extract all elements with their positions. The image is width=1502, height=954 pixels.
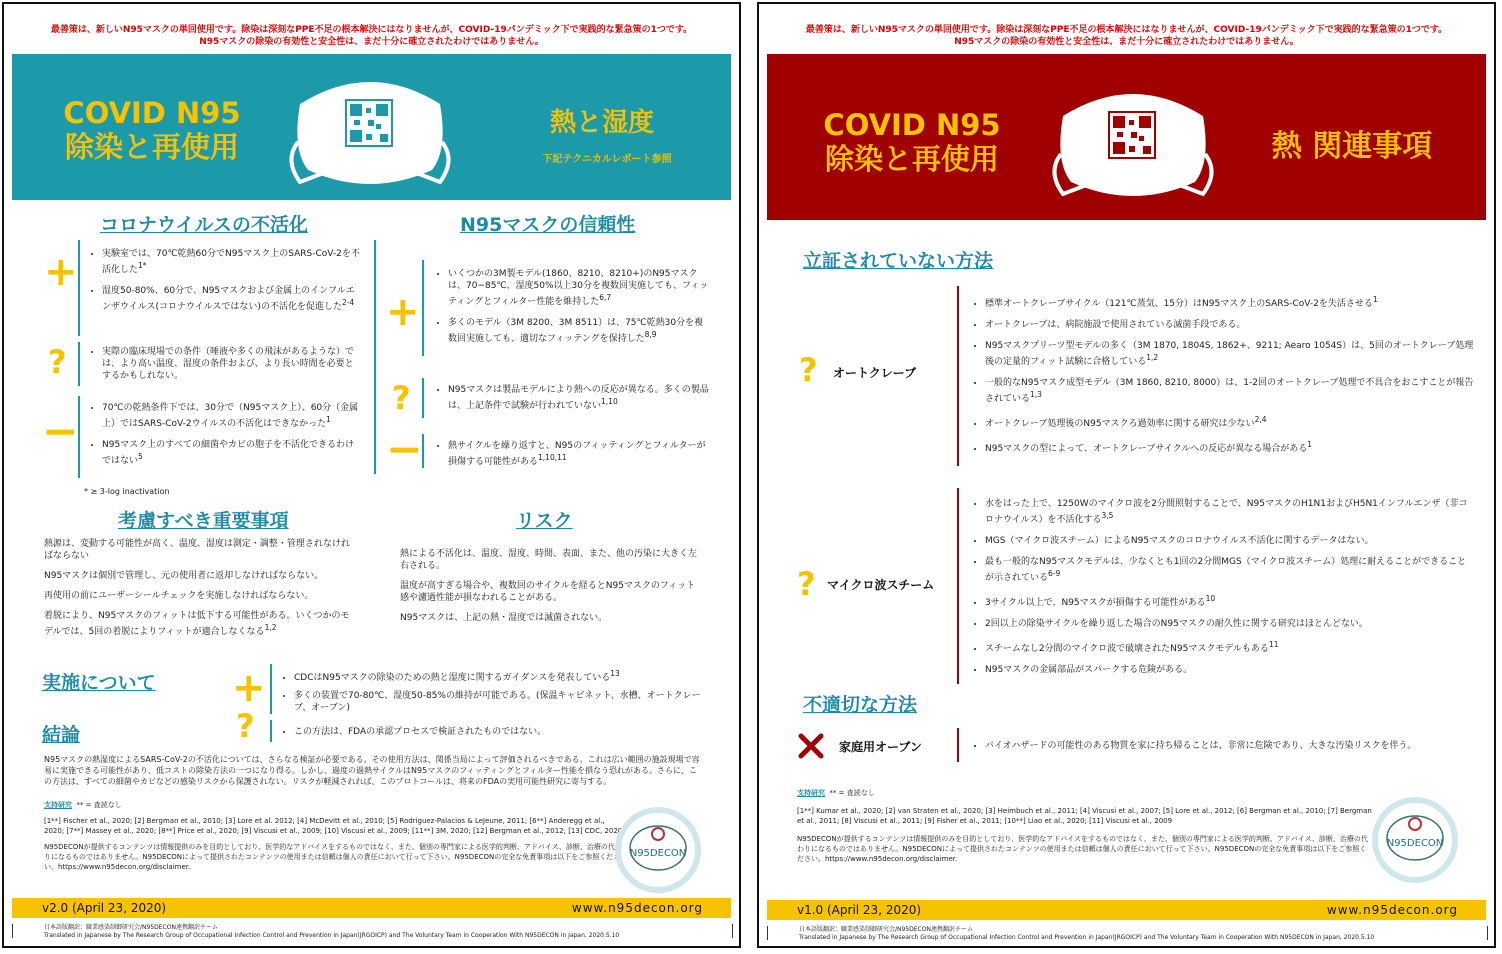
- oven-list: [971, 740, 1485, 761]
- logo-text: N95DECON: [629, 848, 687, 859]
- list-item: • 実験室では、70℃乾熱60分でN95マスク上のSARS-CoV-2を不活化した$^{1*}$: [102, 248, 362, 276]
- autoclave-label: オートクレーブ: [833, 366, 917, 380]
- question-icon: ?: [799, 351, 818, 389]
- question-icon: ?: [48, 343, 67, 381]
- support-section: [44, 800, 624, 872]
- inactivation-note: * ≥ 3-log inactivation: [84, 487, 170, 496]
- list-item: • バイオハザードの可能性のある物質を家に持ち帰ることは、非常に危険であり、大きな汚染リスクを伴う。: [985, 740, 1485, 752]
- divider-line: [78, 240, 80, 336]
- disclaimer-text: N95DECONが提供するコンテンツは情報提供のみを目的としており、医学的なアドバイスをするものではなく、また、個別の専門家による医学的判断、アドバイス、診断、治療の代わりになるものではありません。N95DECONによって提供されたコンテンツの使用または信頼は個人の責任において行って下さい。N95DECONの完全な免責事項は以下をご参照ください。https://www.n95decon.org/disclaimer.: [44, 843, 622, 871]
- heading-risk: リスク: [516, 510, 573, 532]
- list-item: • 水をはった上で、1250Wのマイクロ波を2分間照射することで、N95マスクのH1N1およびH5N1インフルエンザ（非コロナウイルス）を不活化する$^{3,5}$: [985, 498, 1475, 526]
- divider-line: [422, 378, 424, 418]
- version-label: v1.0 (April 23, 2020): [797, 903, 922, 917]
- list-item: 熱源は、変動する可能性が高く、温度、湿度は測定・調整・管理されなければならない: [44, 539, 350, 561]
- translation-credit: 日本語版翻訳：職業感染制御研究会/N95DECON連携翻訳チーム Translated in Japanese by The Research Group of Occupational Infection Control and Prevention in Japan(JRGOICP) and The Voluntary Team in Cooperation With N95DECON in Japan, 2020.5.10: [799, 926, 1375, 941]
- plus-icon: +: [232, 665, 266, 711]
- divider-line: [374, 240, 376, 474]
- list-item: • 最も一般的なN95マスクモデルは、少なくとも1回の2分間MGS（マイクロ波スチーム）処理に耐えることができることが示されている$^{6-9}$: [985, 556, 1475, 584]
- n95decon-logo-icon: [612, 804, 704, 896]
- list-item: • 70℃の乾熱条件下では、30分で（N95マスク上）、60分（金属上）ではSARS-CoV-2ウイルスの不活化はできなかった$^1$: [102, 402, 362, 430]
- inactivation-minus-list: [88, 402, 362, 476]
- conclusion-text: N95マスクの熱湿度によるSARS-CoV-2の不活化については、さらなる検証が必要である。その使用方法は、関係当局によって評価されるべきである。これは広い範囲の施設現場で容易に実施できる可能性があり、低コストの除染方法の一つになり得る。しかし、過度の過熱サイクルはN95マスクのフィッティングとフィルター性能を損なう恐れがある。さらに、この方法は、すべての細菌やカビなどの感染リスクから保護されない。リスクが軽減されれば、このプロトコールは、将来のFDAの実用可能性研究に寄与する。: [44, 755, 700, 786]
- list-item: • N95マスク上のすべての細菌やカビの胞子を不活化できるわけではない$^5$: [102, 439, 362, 467]
- banner-title: COVID N95 除染と再使用: [63, 96, 241, 164]
- risk-list: [400, 548, 700, 624]
- banner-topic-sub: 下記テクニカルレポート参照: [542, 154, 672, 165]
- heading-conclusion: 結論: [42, 724, 81, 746]
- list-item: • N95マスクは製品モデルにより熱への反応が異なる。多くの製品は、上記条件で試験が行われていない$^{1,10}$: [448, 384, 710, 412]
- banner: [12, 54, 731, 200]
- list-item: 再使用の前にユーザーシールチェックを実施しなければならない。: [44, 591, 314, 601]
- warning-text: 最善策は、新しいN95マスクの単回使用です。除染は深刻なPPE不足の根本解決にはなりませんが、COVID-19パンデミック下で実践的な緊急策の1つです。 N95マスクの除染の有効性と安全性は、まだ十分に確立されたわけではありません。: [50, 25, 693, 47]
- n95-mask-qr-icon: [1043, 76, 1223, 204]
- support-note: ** = 査読なし: [829, 789, 875, 797]
- list-item: • 一般的なN95マスク成型モデル（3M 1860, 8210, 8000）は、1-2回のオートクレーブ処理で不具合をおこすことが報告されている$^{1,3}$: [985, 377, 1475, 405]
- footer-url[interactable]: www.n95decon.org: [571, 901, 703, 915]
- heading-inactivation: コロナウイルスの不活化: [100, 214, 308, 236]
- list-item: 着脱により、N95マスクのフィットは低下する可能性がある。いくつかのモデルでは、5回の着脱によりフィットが適合しなくなる$^{1,2}$: [44, 611, 350, 637]
- support-section: [797, 788, 1373, 864]
- divider-line: [767, 926, 768, 940]
- plus-icon: +: [386, 289, 420, 335]
- footer-bar: [767, 900, 1486, 920]
- list-item: • オートクレーブ処理後のN95マスクろ過効率に関する研究は少ない$^{2,4}$: [985, 414, 1475, 430]
- page-heat-related: [757, 2, 1496, 948]
- question-icon: ?: [392, 379, 411, 417]
- list-item: 熱による不活化は、温度、湿度、時間、表面、また、他の汚染に大きく左右される。: [400, 549, 698, 571]
- list-item: • MGS（マイクロ波スチーム）によるN95マスクのコロナウイルス不活化に関するデータはない。: [985, 535, 1475, 547]
- banner-topic: 熱と湿度: [549, 108, 654, 138]
- list-item: N95マスクは個別で管理し、元の使用者に返却しなければならない。: [44, 571, 324, 581]
- considerations-list: [44, 538, 350, 638]
- footer-bar: [12, 898, 731, 918]
- support-note: ** = 査読なし: [76, 801, 122, 809]
- banner-title: COVID N95 除染と再使用: [823, 108, 1001, 176]
- divider-line: [270, 720, 272, 742]
- reliability-minus-list: [434, 440, 710, 477]
- divider-line: [957, 728, 959, 762]
- implementation-plus-list: [280, 668, 714, 723]
- cross-icon: [797, 732, 825, 760]
- heading-considerations: 考慮すべき重要事項: [118, 510, 289, 532]
- microwave-list: [971, 498, 1475, 685]
- reliability-question-list: [434, 384, 710, 421]
- plus-icon: +: [44, 249, 78, 295]
- list-item: • 多くの装置で70-80℃、湿度50-85%の維持が可能である。(保温キャビネット、水槽、オートクレーブ、オーブン): [294, 690, 714, 714]
- list-item: • 2回以上の除染サイクルを繰り返した場合のN95マスクの耐久性に関する研究はほとんどない。: [985, 618, 1475, 630]
- heading-inappropriate: 不適切な方法: [803, 694, 918, 716]
- reliability-plus-list: [434, 268, 710, 354]
- divider-line: [270, 664, 272, 714]
- list-item: • スチームなし2分間のマイクロ波で破壊されたN95マスクモデルもある$^{11}$: [985, 639, 1475, 655]
- minus-icon: −: [386, 424, 423, 475]
- heading-implementation: 実施について: [42, 672, 156, 694]
- banner-topic: 熱 関連事項: [1271, 129, 1433, 164]
- divider-line: [12, 924, 13, 938]
- list-item: • 湿度50-80%、60分で、N95マスクおよび金属上のインフルエンザウイルス(コロナウイルスではない)の不活化を促進した$^{2-4}$: [102, 285, 362, 313]
- list-item: • 実際の臨床現場での条件（唾液や多くの飛沫があるような）では、より高い温度、湿度の条件および、より長い時間を必要とするかもしれない。: [102, 346, 362, 382]
- version-label: v2.0 (April 23, 2020): [42, 901, 167, 915]
- divider-line: [422, 260, 424, 356]
- divider-line: [1487, 926, 1488, 940]
- question-icon: ?: [797, 565, 816, 603]
- warning-text: 最善策は、新しいN95マスクの単回使用です。除染は深刻なPPE不足の根本解決にはなりませんが、COVID-19パンデミック下で実践的な緊急策の1つです。 N95マスクの除染の有効性と安全性は、まだ十分に確立されたわけではありません。: [805, 25, 1448, 47]
- support-label: 支持研究: [44, 801, 72, 809]
- divider-line: [957, 488, 959, 684]
- footer-url[interactable]: www.n95decon.org: [1326, 903, 1458, 917]
- inactivation-plus-list: [88, 248, 362, 322]
- translation-credit: 日本語版翻訳：職業感染制御研究会/N95DECON連携翻訳チーム Translated in Japanese by The Research Group of Occupational Infection Control and Prevention in Japan(JRGOICP) and The Voluntary Team in Cooperation With N95DECON in Japan, 2020.5.10: [44, 924, 620, 939]
- list-item: • N95マスクの型によって、オートクレーブサイクルへの反応が異なる場合がある$^1$: [985, 439, 1475, 455]
- list-item: N95マスクは、上記の熱・湿度では滅菌されない。: [400, 613, 608, 623]
- support-label: 支持研究: [797, 789, 825, 797]
- inactivation-question-list: [88, 346, 362, 391]
- question-icon: ?: [236, 707, 255, 745]
- autoclave-list: [971, 294, 1475, 464]
- implementation-question-list: [280, 726, 714, 747]
- list-item: • 熱サイクルを繰り返すと、N95のフィッティングとフィルターが損傷する可能性がある$^{1,10,11}$: [448, 440, 710, 468]
- list-item: • いくつかの3M製モデル(1860、8210、8210+)のN95マスクは、70−85℃、湿度50%以上30分を複数回実施しても、フィッティングとフィルター性能を維持した$^{6,7}$: [448, 268, 710, 308]
- n95decon-logo-icon: [1369, 794, 1461, 886]
- list-item: • オートクレーブは、病院施設で使用されている滅菌手段である。: [985, 319, 1475, 331]
- page-heat-humidity: [2, 2, 741, 948]
- n95-mask-qr-icon: [280, 64, 460, 192]
- oven-label: 家庭用オーブン: [839, 740, 922, 754]
- banner: [767, 54, 1486, 220]
- list-item: • CDCはN95マスクの除染のための熱と湿度に関するガイダンスを発表している$^{13}$: [294, 668, 714, 684]
- list-item: • 3サイクル以上で、N95マスクが損傷する可能性がある$^{10}$: [985, 593, 1475, 609]
- microwave-label: マイクロ波スチーム: [827, 578, 935, 592]
- list-item: 温度が高すぎる場合や、複数回のサイクルを経るとN95マスクのフィット感や濾過性能が損なわれることがある。: [400, 581, 696, 603]
- heading-unproven: 立証されていない方法: [803, 250, 994, 272]
- heading-reliability: N95マスクの信頼性: [460, 214, 636, 236]
- divider-line: [732, 924, 733, 938]
- list-item: • N95マスクの金属部品がスパークする危険がある。: [985, 664, 1475, 676]
- list-item: • N95マスクプリーツ型モデルの多く（3M 1870, 1804S, 1862+、9211; Aearo 1054S）は、5回のオートクレーブ処理後の定量的フィット試験に合格している$^{1,2}$: [985, 340, 1475, 368]
- support-refs: [1**] Kumar et al., 2020; [2] van Straten et al., 2020; [3] Heimbuch et al., 2011; [4] Viscusi et al., 2007; [5] Lore et al., 2012; [6] Bergman et al., 2010; [7] Bergman et al., 2011; [8] Viscusi et al., 2011; [9] Fisher et al., 2011; [10**] Liao et al., 2020; [11] Viscusi et al., 2009: [797, 807, 1372, 825]
- list-item: • この方法は、FDAの承認プロセスで検証されたものではない。: [294, 726, 714, 738]
- divider-line: [78, 342, 80, 386]
- minus-icon: −: [42, 406, 79, 457]
- disclaimer-text: N95DECONが提供するコンテンツは情報提供のみを目的としており、医学的なアドバイスをするものではなく、また、個別の専門家による医学的判断、アドバイス、診断、治療の代わりになるものではありません。N95DECONによって提供されたコンテンツの使用または信頼は個人の責任において行って下さい。N95DECONの完全な免責事項は以下をご参照ください。https://www.n95decon.org/disclaimer.: [797, 835, 1368, 863]
- list-item: • 標準オートクレーブサイクル（121℃蒸気、15分）はN95マスク上のSARS-CoV-2を失活させる$^1$: [985, 294, 1475, 310]
- logo-text: N95DECON: [1386, 838, 1444, 849]
- divider-line: [957, 286, 959, 466]
- support-refs: [1**] Fischer et al., 2020; [2] Bergman et al., 2010; [3] Lore et al. 2012; [4] McDevitt et al., 2010; [5] Rodriguez-Palacios & LeJeune, 2011; [6**] Anderegg et al., 2020; [7**] Massey et al., 2020; [8**] Price et al., 2020; [9] Viscusi et al., 2009; [10] Viscusi et al., 2009; [11**] 3M, 2020; [12] Bergman et al., 2012; [13] CDC, 2020: [44, 817, 623, 835]
- list-item: • 多くのモデル（3M 8200、3M 8511）は、75℃乾熱30分を複数回実施しても、適切なフィッテングを保持した$^{8,9}$: [448, 317, 710, 345]
